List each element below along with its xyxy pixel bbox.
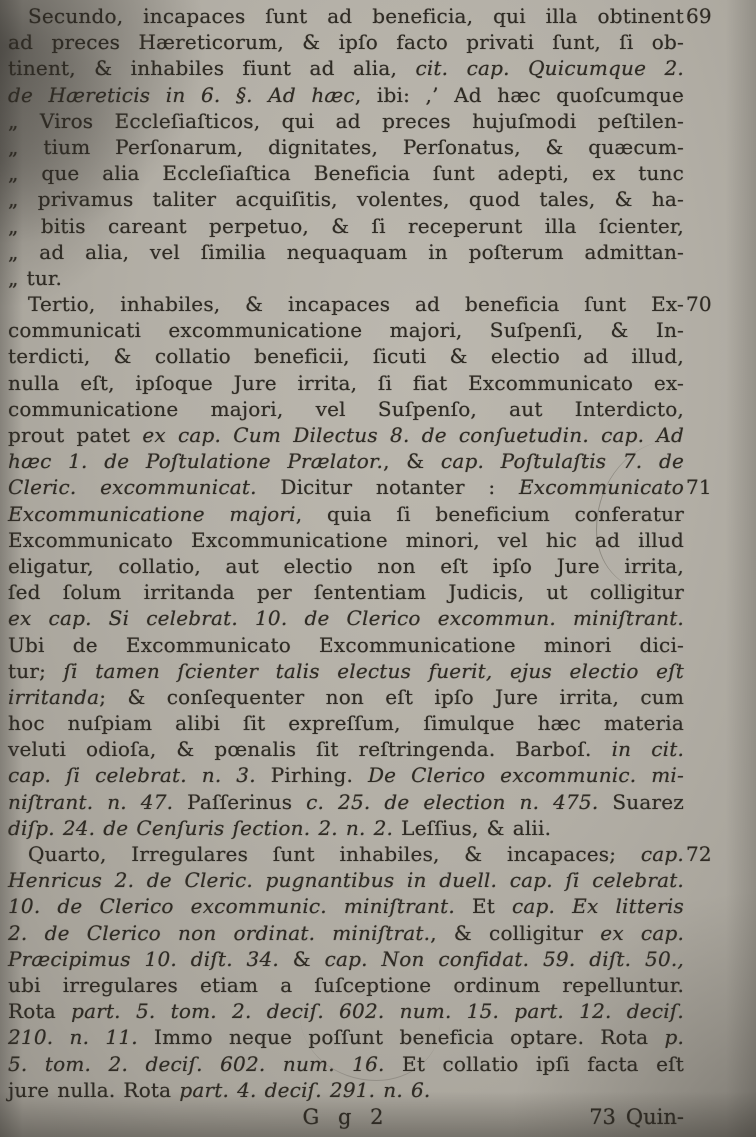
text-line bbox=[8, 841, 712, 867]
text-line bbox=[8, 265, 684, 291]
body-text: prout patet bbox=[8, 423, 143, 447]
body-text: , & colligitur bbox=[430, 920, 601, 945]
body-text: Rota bbox=[8, 999, 72, 1024]
text-line bbox=[8, 920, 684, 946]
text-line bbox=[8, 396, 684, 422]
italic-citation-text: p. bbox=[664, 1025, 684, 1050]
italic-citation-text: 210. n. 11. bbox=[8, 1025, 138, 1050]
text-line bbox=[8, 501, 684, 527]
italic-citation-text: hæc 1. de Poſtulatione Prælator. bbox=[8, 449, 384, 474]
body-text: tinent, & inhabiles fiunt ad alia, bbox=[8, 56, 416, 81]
body-text: , & bbox=[383, 449, 441, 474]
body-text: „ bitis careant perpetuo, & ſi receperunt illa ſcienter, bbox=[8, 213, 684, 238]
text-line bbox=[8, 998, 684, 1024]
italic-citation-text: cap. ſi celebrat. n. 3. bbox=[8, 763, 256, 788]
italic-citation-text: de Hæreticis in 6. §. Ad hæc bbox=[8, 82, 355, 107]
italic-citation-text: 2. de Clerico non ordinat. miniſtrat. bbox=[8, 920, 431, 945]
body-text: nulla eſt, ipſoque Jure irrita, ſi fiat Excommunicato ex- bbox=[8, 370, 684, 395]
margin-number: 69 bbox=[686, 4, 712, 28]
body-text: Suarez bbox=[598, 789, 684, 814]
body-text: Et collatio ipſi facta eſt bbox=[384, 1051, 684, 1076]
text-block bbox=[8, 3, 712, 1103]
text-line bbox=[8, 527, 684, 553]
italic-citation-text: cap. bbox=[640, 842, 684, 866]
body-text: Paſſerinus bbox=[173, 789, 307, 814]
margin-number: 70 bbox=[686, 292, 712, 317]
italic-citation-text: cap. Ex litteris bbox=[512, 894, 684, 919]
body-text: ubi irregulares etiam a ſuſceptione ordinum repelluntur. bbox=[8, 972, 684, 997]
text-line bbox=[8, 972, 684, 998]
margin-number: 72 bbox=[686, 842, 712, 866]
body-text: ad preces Hæreticorum, & ipſo facto privati ſunt, ſi ob- bbox=[8, 30, 684, 55]
italic-citation-text: cap. Poſtulaſtis 7. de bbox=[440, 449, 684, 474]
text-line bbox=[8, 605, 684, 631]
text-line bbox=[8, 370, 684, 396]
body-text: & bbox=[278, 946, 325, 971]
text-line bbox=[8, 815, 684, 841]
body-text: Pirhing. bbox=[255, 763, 368, 788]
footer-line bbox=[8, 1102, 684, 1132]
body-text: Et bbox=[454, 894, 513, 919]
text-line bbox=[8, 762, 684, 788]
italic-citation-text: 10. de Clerico excommunic. miniſtrant. bbox=[8, 894, 455, 919]
body-text: eligatur, collatio, aut electio non eſt ipſo Jure irrita, bbox=[8, 553, 684, 578]
text-line bbox=[8, 448, 684, 474]
text-line bbox=[8, 1024, 684, 1050]
body-text: Tertio, inhabiles, & incapaces ad beneficia ſunt Ex- bbox=[28, 292, 684, 317]
catchword: Quin- bbox=[625, 1105, 684, 1129]
text-line bbox=[8, 29, 684, 55]
text-line bbox=[8, 474, 712, 500]
catchword-group bbox=[589, 1102, 684, 1132]
italic-citation-text: De Clerico excommunic. mi- bbox=[367, 763, 684, 788]
text-line bbox=[8, 632, 684, 658]
body-text: „ privamus taliter acquiſitis, volentes, quod tales, & ha- bbox=[8, 187, 684, 212]
italic-citation-text: Excommunicatione majori bbox=[8, 501, 296, 526]
text-line bbox=[8, 213, 684, 239]
text-line bbox=[8, 239, 684, 265]
text-line bbox=[8, 108, 684, 134]
italic-citation-text: 5. tom. 2. deciſ. 602. num. 16. bbox=[8, 1051, 385, 1076]
text-line bbox=[8, 186, 684, 212]
text-line bbox=[8, 422, 684, 448]
text-line bbox=[8, 893, 684, 919]
italic-citation-text: Henricus 2. de Cleric. pugnantibus in duell. cap. ſi celebrat. bbox=[8, 868, 684, 893]
text-line bbox=[8, 55, 684, 81]
margin-number: 71 bbox=[686, 475, 712, 500]
text-line bbox=[8, 160, 684, 186]
italic-citation-text: Præcipimus 10. diſt. 34. bbox=[8, 946, 279, 971]
text-line bbox=[8, 867, 684, 893]
text-line bbox=[8, 317, 684, 343]
italic-citation-text: c. 25. de election n. 475. bbox=[306, 789, 599, 814]
body-text: jure nulla. Rota bbox=[8, 1077, 180, 1102]
italic-citation-text: in cit. bbox=[611, 737, 685, 762]
italic-citation-text: ex cap. Si celebrat. 10. de Clerico excommun. miniſtrant. bbox=[8, 606, 684, 631]
italic-citation-text: Excommunicato bbox=[519, 475, 685, 500]
body-text: ſed ſolum irritanda per ſententiam Judicis, ut colligitur bbox=[8, 580, 684, 605]
margin-number-73: 73 bbox=[589, 1105, 616, 1129]
text-line bbox=[8, 710, 684, 736]
body-text: „ ad alia, vel ſimilia nequaquam in poſterum admittan- bbox=[8, 239, 684, 264]
text-line bbox=[8, 946, 684, 972]
text-line bbox=[8, 3, 712, 29]
body-text: „ tur. bbox=[8, 265, 63, 290]
body-text: Leſſius, & alii. bbox=[393, 815, 552, 840]
text-line bbox=[8, 789, 684, 815]
body-text: Quarto, Irregulares ſunt inhabiles, & incapaces; bbox=[28, 842, 641, 866]
italic-citation-text: ex cap. Cum Dilectus 8. de conſuetudin. cap. Ad bbox=[142, 423, 684, 447]
body-text: „ tium Perſonarum, dignitates, Perſonatus, & quæcum- bbox=[8, 134, 684, 159]
italic-citation-text: cit. cap. Quicumque 2. bbox=[415, 56, 684, 81]
body-text: , quia ſi beneficium conferatur bbox=[295, 501, 684, 526]
body-text: hoc nuſpiam alibi ſit expreſſum, ſimulque hæc materia bbox=[8, 711, 684, 736]
body-text: Secundo, incapaces ſunt ad beneficia, qui illa obtinent bbox=[28, 4, 684, 28]
italic-citation-text: niſtrant. n. 47. bbox=[8, 789, 174, 814]
body-text: veluti odioſa, & pœnalis ſit reſtringenda. Barboſ. bbox=[8, 737, 612, 762]
body-text: Ubi de Excommunicato Excommunicatione minori dici- bbox=[8, 632, 684, 657]
text-line bbox=[8, 134, 684, 160]
text-line bbox=[8, 1077, 684, 1103]
text-line bbox=[8, 343, 684, 369]
body-text: communicati excommunicatione majori, Suſpenſi, & In- bbox=[8, 318, 684, 343]
italic-citation-text: ex cap. bbox=[600, 920, 685, 945]
text-line bbox=[8, 1051, 684, 1077]
body-text: tur; bbox=[8, 658, 64, 683]
italic-citation-text: Cleric. excommunicat. bbox=[8, 475, 257, 500]
body-text: communicatione majori, vel Suſpenſo, aut Interdicto, bbox=[8, 396, 684, 421]
body-text: Dicitur notanter : bbox=[256, 475, 519, 500]
italic-citation-text: part. 5. tom. 2. deciſ. 602. num. 15. part. 12. deciſ. bbox=[71, 999, 684, 1024]
body-text: terdicti, & collatio beneficii, ſicuti & electio ad illud, bbox=[8, 344, 684, 369]
text-line bbox=[8, 82, 684, 108]
italic-citation-text: part. 4. deciſ. 291. n. 6. bbox=[179, 1077, 431, 1102]
body-text: „ que alia Eccleſiaſtica Beneficia ſunt adepti, ex tunc bbox=[8, 161, 684, 186]
body-text: „ Viros Eccleſiaſticos, qui ad preces hujuſmodi peſtilen- bbox=[8, 108, 684, 133]
text-line bbox=[8, 736, 684, 762]
text-line bbox=[8, 658, 684, 684]
text-line bbox=[8, 684, 684, 710]
signature-mark: G g 2 bbox=[302, 1105, 390, 1129]
body-text: Excommunicato Excommunicatione minori, vel hic ad illud bbox=[8, 527, 684, 552]
italic-citation-text: diſp. 24. de Cenſuris ſection. 2. n. 2. bbox=[8, 815, 394, 840]
italic-citation-text: ſi tamen ſcienter talis electus fuerit, ejus electio eſt bbox=[63, 658, 685, 683]
italic-citation-text: irritanda bbox=[8, 684, 100, 709]
body-text: , ibi: ,’ Ad hæc quoſcumque bbox=[354, 82, 684, 107]
italic-citation-text: cap. Non confidat. 59. diſt. 50., bbox=[324, 946, 684, 971]
text-line bbox=[8, 579, 684, 605]
text-line bbox=[8, 291, 712, 317]
text-line bbox=[8, 553, 684, 579]
body-text: ; & conſequenter non eſt ipſo Jure irrita, cum bbox=[99, 684, 684, 709]
body-text: Immo neque poſſunt beneficia optare. Rota bbox=[137, 1025, 665, 1050]
